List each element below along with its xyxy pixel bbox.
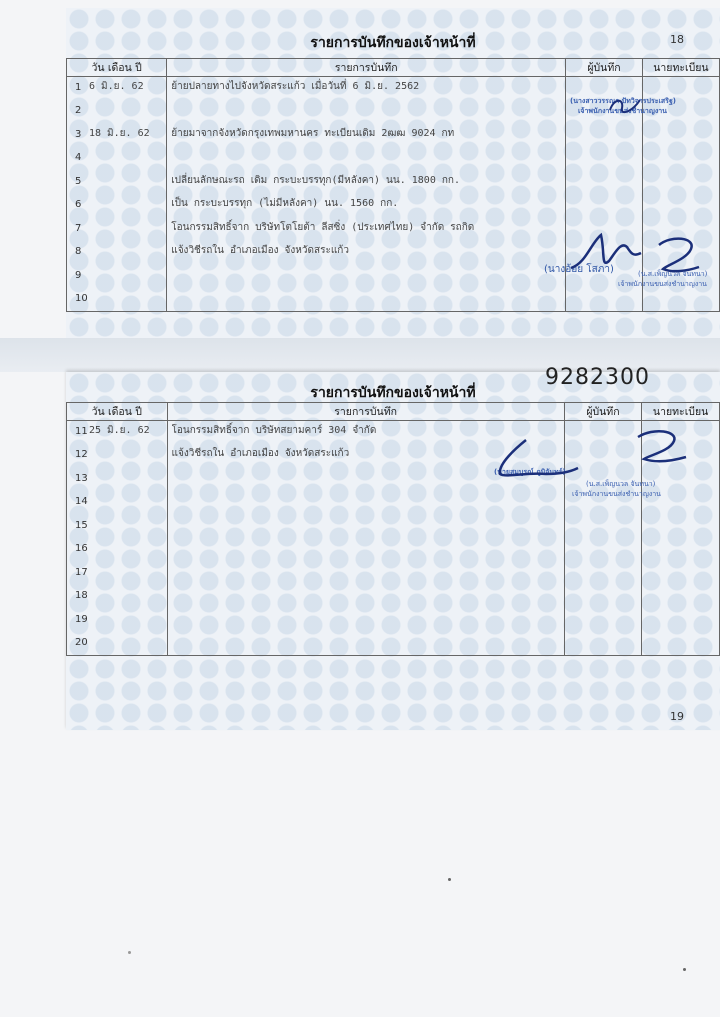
date-cell [67, 515, 168, 539]
date-cell [67, 147, 167, 171]
registrar-stamp-title: เจ้าพนักงานขนส่งชำนาญงาน [618, 280, 707, 288]
overlay-number: 9282300 [545, 365, 650, 390]
table-row [67, 288, 720, 312]
record-sheet-page-19 [66, 372, 720, 730]
date-cell [67, 265, 167, 289]
date-cell [67, 609, 168, 633]
header-registrar: นายทะเบียน [642, 403, 720, 421]
recorder-cell [566, 171, 643, 195]
line-number: 7 [75, 222, 82, 234]
header-entry: รายการบันทึก [167, 403, 564, 421]
date-cell [67, 585, 168, 609]
registrar-cell [642, 609, 720, 633]
line-number: 5 [75, 175, 82, 187]
line-number: 1 [75, 82, 82, 93]
recorder-cell [564, 538, 641, 562]
date-text [71, 241, 162, 243]
entry-cell [167, 632, 564, 656]
line-number: 3 [75, 128, 82, 140]
date-text: 18 มิ.ย. 62 [89, 127, 150, 139]
date-cell [67, 171, 167, 195]
table-row [67, 124, 720, 148]
date-cell [67, 218, 167, 242]
header-date: วัน เดือน ปี [67, 403, 168, 421]
entry-text: ย้ายมาจากจังหวัดกรุงเทพมหานคร ทะเบียนเดิม 2ฒฒ 9024 กท [171, 127, 455, 139]
registrar-signature [651, 233, 711, 283]
line-number: 14 [75, 496, 88, 507]
entry-text [172, 632, 560, 634]
entry-text [172, 515, 560, 517]
recorder-stamp-name: (นางสาววรรณา ปัทวิจารประเสริฐ) [570, 97, 677, 105]
recorder-cell [566, 288, 643, 312]
entry-text [172, 538, 560, 540]
entry-text [171, 265, 561, 267]
date-text [71, 515, 163, 517]
line-number: 20 [75, 637, 88, 648]
registrar-cell [642, 538, 720, 562]
registrar-signature [628, 427, 698, 472]
line-number: 4 [75, 152, 82, 163]
entry-cell [167, 100, 566, 124]
registrar-stamp-name: (น.ส.เพ็ญนวล จันทนา) [638, 270, 708, 278]
date-cell [67, 444, 168, 468]
line-number: 11 [75, 426, 88, 437]
recorder-cell [566, 147, 643, 171]
entry-text [171, 147, 561, 149]
header-date: วัน เดือน ปี [67, 59, 167, 77]
line-number: 2 [75, 105, 82, 116]
registrar-cell [642, 585, 720, 609]
recorder-stamp-title: เจ้าพนักงานขนส่งชำนาญงาน [578, 107, 667, 115]
header-recorder: ผู้บันทึก [564, 403, 641, 421]
recorder-stamp-name: (นายสมบูรณ์ ภูมิจันทร์) [494, 468, 566, 476]
registrar-cell [642, 194, 719, 218]
entry-text [172, 585, 560, 587]
table-row [67, 194, 720, 218]
line-number: 10 [75, 293, 88, 304]
recorder-initial [606, 94, 646, 119]
table-row [67, 515, 720, 539]
date-text [71, 194, 162, 196]
entry-text [171, 100, 561, 102]
recorder-signature [486, 434, 586, 484]
record-table [66, 402, 720, 656]
date-text [71, 147, 162, 149]
recorder-stamp-name-2: (นางอ้อย โสภา) [544, 264, 614, 275]
entry-text [172, 562, 560, 564]
date-text: 6 มิ.ย. 62 [89, 81, 144, 92]
paper-speck [128, 951, 131, 954]
line-number: 18 [75, 590, 88, 601]
entry-text: แจ้งวิชีรถใน อำเภอเมือง จังหวัดสระแก้ว [171, 448, 350, 459]
recorder-cell [564, 585, 641, 609]
entry-cell [167, 147, 566, 171]
entry-text: เป็น กระบะบรรทุก (ไม่มีหลังคา) นน. 1560 กก. [171, 198, 399, 209]
table-row [67, 585, 720, 609]
date-cell [67, 468, 168, 492]
recorder-signature [561, 223, 651, 283]
recorder-cell [564, 609, 641, 633]
entry-cell [167, 538, 564, 562]
entry-text: ย้ายปลายทางไปจังหวัดสระแก้ว เมื่อวันที่ 6 มิ.ย. 2562 [171, 81, 420, 92]
entry-cell [167, 171, 566, 195]
registrar-cell [642, 171, 719, 195]
entry-text: โอนกรรมสิทธิ์จาก บริษัทสยามคาร์ 304 จำกัด [171, 425, 377, 436]
page-number: 19 [670, 710, 684, 723]
entry-cell [167, 77, 566, 101]
table-row [67, 538, 720, 562]
date-cell [67, 194, 167, 218]
section-title: รายการบันทึกของเจ้าหน้าที่ [310, 35, 476, 51]
recorder-cell [564, 632, 641, 656]
date-cell [67, 632, 168, 656]
date-text: 25 มิ.ย. 62 [89, 425, 150, 436]
entry-text: เปลี่ยนลักษณะรถ เดิม กระบะบรรทุก(มีหลังคา) นน. 1800 กก. [171, 174, 460, 186]
table-header-row [67, 59, 720, 77]
date-text [71, 171, 162, 173]
table-row [67, 444, 720, 468]
registrar-cell [642, 562, 720, 586]
date-text [71, 468, 163, 470]
entry-cell [167, 124, 566, 148]
registrar-cell [642, 124, 719, 148]
recorder-cell [564, 562, 641, 586]
header-recorder: ผู้บันทึก [566, 59, 643, 77]
recorder-cell [566, 124, 643, 148]
registrar-cell [642, 147, 719, 171]
table-row [67, 562, 720, 586]
table-header-row [67, 403, 720, 421]
line-number: 15 [75, 519, 88, 531]
registrar-cell [642, 288, 719, 312]
date-cell [67, 100, 167, 124]
entry-cell [167, 562, 564, 586]
entry-text [172, 491, 560, 493]
date-text [71, 265, 162, 267]
recorder-cell [564, 515, 641, 539]
date-text [71, 100, 162, 102]
line-number: 17 [75, 566, 88, 578]
header-entry: รายการบันทึก [167, 59, 566, 77]
date-text [71, 538, 163, 540]
entry-cell [167, 265, 566, 289]
table-row [67, 609, 720, 633]
record-sheet-page-18 [66, 8, 720, 338]
paper-speck [448, 878, 451, 881]
entry-cell [167, 194, 566, 218]
entry-cell [167, 491, 564, 515]
date-text [71, 444, 163, 446]
date-cell [67, 421, 168, 445]
section-title: รายการบันทึกของเจ้าหน้าที่ [310, 385, 476, 401]
entry-cell [167, 288, 566, 312]
date-cell [67, 288, 167, 312]
entry-text: โอนกรรมสิทธิ์จาก บริษัทโตโยต้า ลีสซิ่ง (ประเทศไทย) จำกัด รถกิด [171, 221, 475, 233]
line-number: 9 [75, 269, 82, 281]
line-number: 12 [75, 449, 88, 460]
entry-text: แจ้งวิชีรถใน อำเภอเมือง จังหวัดสระแก้ว [171, 245, 349, 256]
table-row [67, 171, 720, 195]
entry-cell [167, 585, 564, 609]
line-number: 13 [75, 472, 88, 484]
header-registrar: นายทะเบียน [642, 59, 719, 77]
paper-speck [683, 968, 686, 971]
date-text [71, 632, 163, 634]
line-number: 19 [75, 613, 88, 625]
entry-cell [167, 609, 564, 633]
date-cell [67, 77, 167, 101]
registrar-cell [642, 515, 720, 539]
date-cell [67, 562, 168, 586]
table-row [67, 421, 720, 445]
registrar-stamp-title: เจ้าพนักงานขนส่งชำนาญงาน [572, 490, 661, 498]
date-cell [67, 538, 168, 562]
entry-cell [167, 218, 566, 242]
date-cell [67, 124, 167, 148]
date-cell [67, 241, 167, 265]
date-text [71, 288, 162, 290]
entry-cell [167, 241, 566, 265]
date-text [71, 609, 163, 611]
date-text [71, 491, 163, 493]
date-text [71, 218, 162, 220]
entry-text [171, 288, 561, 290]
registrar-cell [642, 632, 720, 656]
entry-cell [167, 515, 564, 539]
registrar-stamp-name: (น.ส.เพ็ญนวล จันทนา) [586, 480, 656, 488]
line-number: 6 [75, 199, 82, 210]
page-number: 18 [670, 33, 684, 46]
date-text [71, 585, 163, 587]
table-row [67, 147, 720, 171]
recorder-cell [566, 194, 643, 218]
line-number: 16 [75, 543, 88, 554]
date-cell [67, 491, 168, 515]
table-row [67, 632, 720, 656]
date-text [71, 562, 163, 564]
entry-text [172, 609, 560, 611]
line-number: 8 [75, 246, 82, 257]
